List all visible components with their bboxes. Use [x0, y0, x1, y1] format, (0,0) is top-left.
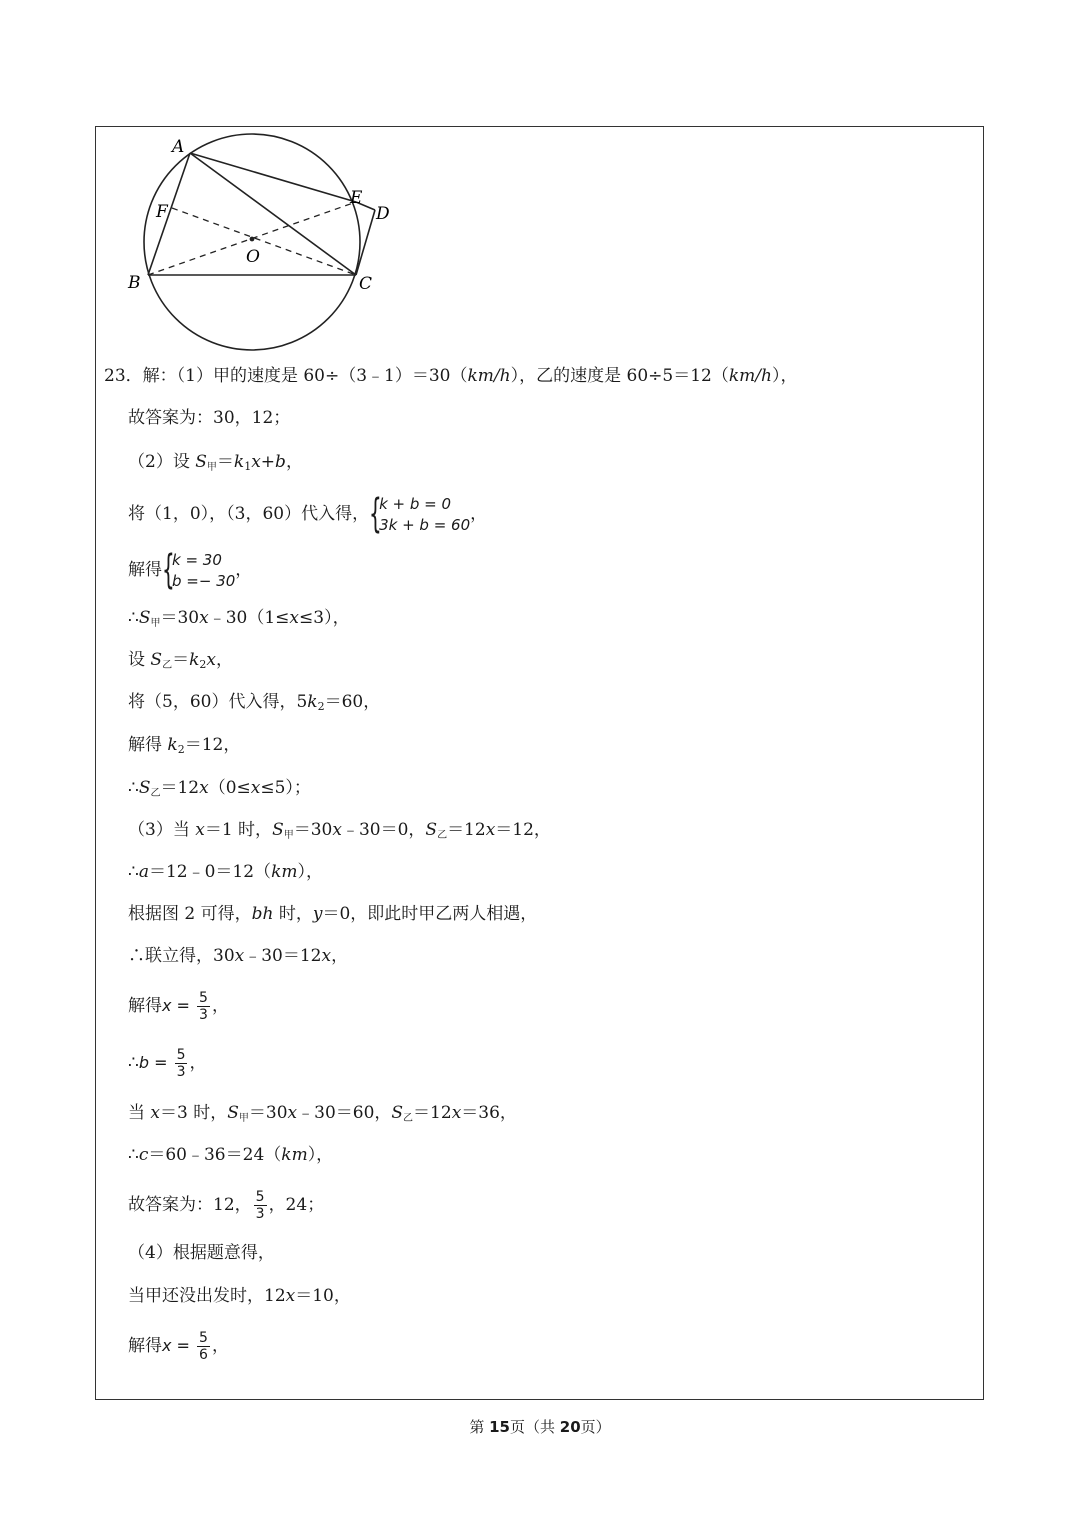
- line-answer1: 故答案为：30，12；: [128, 408, 291, 428]
- line-x3: 当 x＝3 时，$S_甲=30x﹣30=60$，$S_乙=12x=36$，: [128, 1103, 517, 1124]
- segment-ae: [190, 153, 356, 202]
- line-part4: （4）根据题意得，: [128, 1243, 275, 1263]
- geometry-figure: [120, 128, 420, 358]
- label-d: D: [376, 204, 390, 224]
- segment-dc: [356, 210, 375, 275]
- line-c-value: ∴c＝60﹣36＝24（km），: [128, 1145, 334, 1165]
- line-part2-set: （2）设 $S_甲=k_1x+b$，: [128, 452, 303, 473]
- line-solve-k2: 解得 $k_2=12$，: [128, 735, 241, 756]
- label-f: F: [156, 202, 168, 222]
- line-solve-x2: 解得x = $\frac{5}{6}$ ，: [128, 1330, 229, 1363]
- circle-o: [144, 134, 360, 350]
- center-dot: [250, 237, 255, 242]
- line-answer3: 故答案为：12， $\frac{5}{3}$ ，24；: [128, 1189, 325, 1222]
- line-set-s-yi: 设 $S_乙=k_2x$，: [128, 650, 233, 671]
- page-total: 20: [559, 1418, 581, 1436]
- page-footer: 第 15页（共 20页）: [469, 1418, 611, 1436]
- line-part1: 23．解：（1）甲的速度是 60÷（3﹣1）＝30（km/h），乙的速度是 60÷5＝12（km/h），: [104, 366, 798, 386]
- line-before-start: 当甲还没出发时，12x＝10，: [128, 1286, 351, 1306]
- line-meet: 根据图 2 可得，bh 时，y＝0，即此时甲乙两人相遇，: [128, 904, 538, 924]
- line-combine: ∴联立得，30x﹣30＝12x，: [128, 946, 349, 966]
- label-o: O: [246, 247, 260, 267]
- label-c: C: [359, 274, 373, 294]
- line-a-value: ∴a＝12﹣0＝12（km），: [128, 862, 323, 882]
- line-s-jia: $\therefore S_甲=30x﹣30(1\le x\le 3)$，: [128, 608, 350, 629]
- line-part3: （3）当 x＝1 时，$S_甲=30x﹣30=0$，$S_乙=12x=12$，: [128, 820, 551, 841]
- line-solve-x1: 解得x = $\frac{5}{3}$ ，: [128, 990, 229, 1023]
- line-s-yi: $\therefore S_乙=12x(0\le x\le 5)$；: [128, 778, 311, 799]
- line-solve-system: 解得 { k = 30 b =− 30 ，: [128, 546, 253, 593]
- dashed-fc: [172, 208, 356, 275]
- label-a: A: [172, 137, 185, 157]
- line-substitute-system: 将（1，0），（3，60）代入得， { k + b = 0 3k + b = 60 ，: [128, 490, 488, 537]
- line-b-value: ∴b = $\frac{5}{3}$ ，: [128, 1047, 207, 1080]
- label-e: E: [350, 188, 363, 208]
- segment-ab: [148, 153, 190, 275]
- page-number: 15: [489, 1418, 510, 1436]
- segment-ac: [190, 153, 356, 275]
- line-substitute-k2: 将（5，60）代入得，$5k_2=60$，: [128, 692, 381, 713]
- label-b: B: [128, 273, 141, 293]
